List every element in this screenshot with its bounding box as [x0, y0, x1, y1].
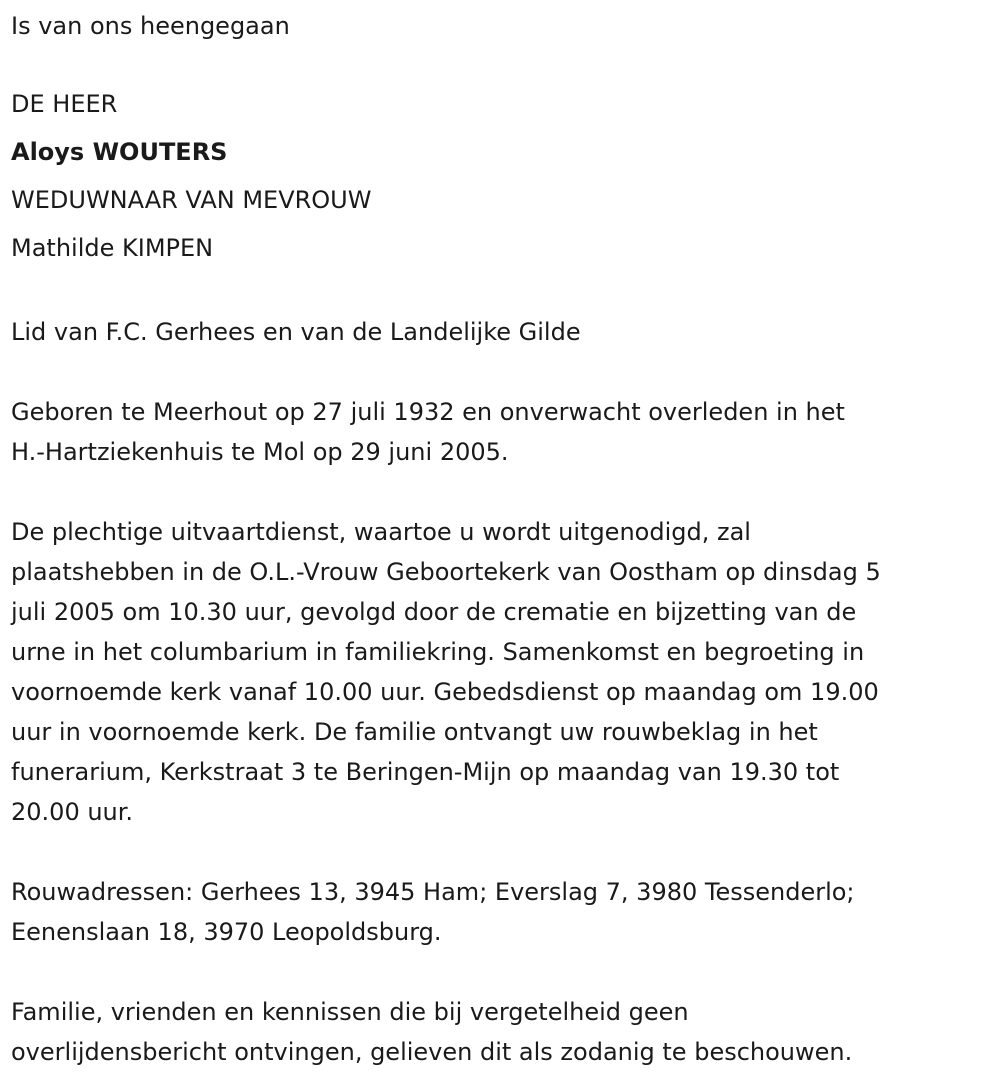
deceased-heading [11, 80, 1000, 272]
paragraph-line: Geboren te Meerhout op 27 juli 1932 en onverwacht overleden in het [11, 398, 845, 426]
paragraph-line: Rouwadressen: Gerhees 13, 3945 Ham; Everslag 7, 3980 Tessenderlo; [11, 878, 855, 906]
paragraph-line: Eenenslaan 18, 3970 Leopoldsburg. [11, 918, 442, 946]
paragraph-line: voornoemde kerk vanaf 10.00 uur. Gebedsdienst op maandag om 19.00 [11, 678, 879, 706]
relation-line: WEDUWNAAR VAN MEVROUW [11, 186, 372, 214]
paragraph-line: Familie, vrienden en kennissen die bij vergetelheid geen [11, 998, 689, 1026]
paragraph-line: H.-Hartziekenhuis te Mol op 29 juni 2005. [11, 438, 509, 466]
spacer [11, 352, 1000, 392]
paragraph-line: plaatshebben in de O.L.-Vrouw Geboortekerk van Oostham op dinsdag 5 [11, 558, 881, 586]
addresses-paragraph [11, 872, 1000, 952]
paragraph-line: urne in het columbarium in familiekring. Samenkomst en begroeting in [11, 638, 865, 666]
spacer [11, 832, 1000, 872]
deceased-name: Aloys WOUTERS [11, 138, 228, 166]
intro-text: Is van ons heengegaan [11, 12, 290, 40]
spacer [11, 952, 1000, 992]
paragraph-line: De plechtige uitvaartdienst, waartoe u wordt uitgenodigd, zal [11, 518, 751, 546]
paragraph-line: uur in voornoemde kerk. De familie ontvangt uw rouwbeklag in het [11, 718, 818, 746]
closing-paragraph [11, 992, 1000, 1072]
spacer [11, 472, 1000, 512]
membership-text: Lid van F.C. Gerhees en van de Landelijke Gilde [11, 318, 581, 346]
paragraph-line: overlijdensbericht ontvingen, gelieven dit als zodanig te beschouwen. [11, 1038, 853, 1066]
ceremony-paragraph [11, 512, 1000, 832]
paragraph-line: juli 2005 om 10.30 uur, gevolgd door de crematie en bijzetting van de [11, 598, 857, 626]
spouse-name: Mathilde KIMPEN [11, 234, 214, 262]
paragraph-line: 20.00 uur. [11, 798, 134, 826]
birth-death-paragraph [11, 392, 1000, 472]
title-line: DE HEER [11, 90, 118, 118]
paragraph-line: funerarium, Kerkstraat 3 te Beringen-Mijn op maandag van 19.30 tot [11, 758, 840, 786]
spacer [11, 272, 1000, 312]
